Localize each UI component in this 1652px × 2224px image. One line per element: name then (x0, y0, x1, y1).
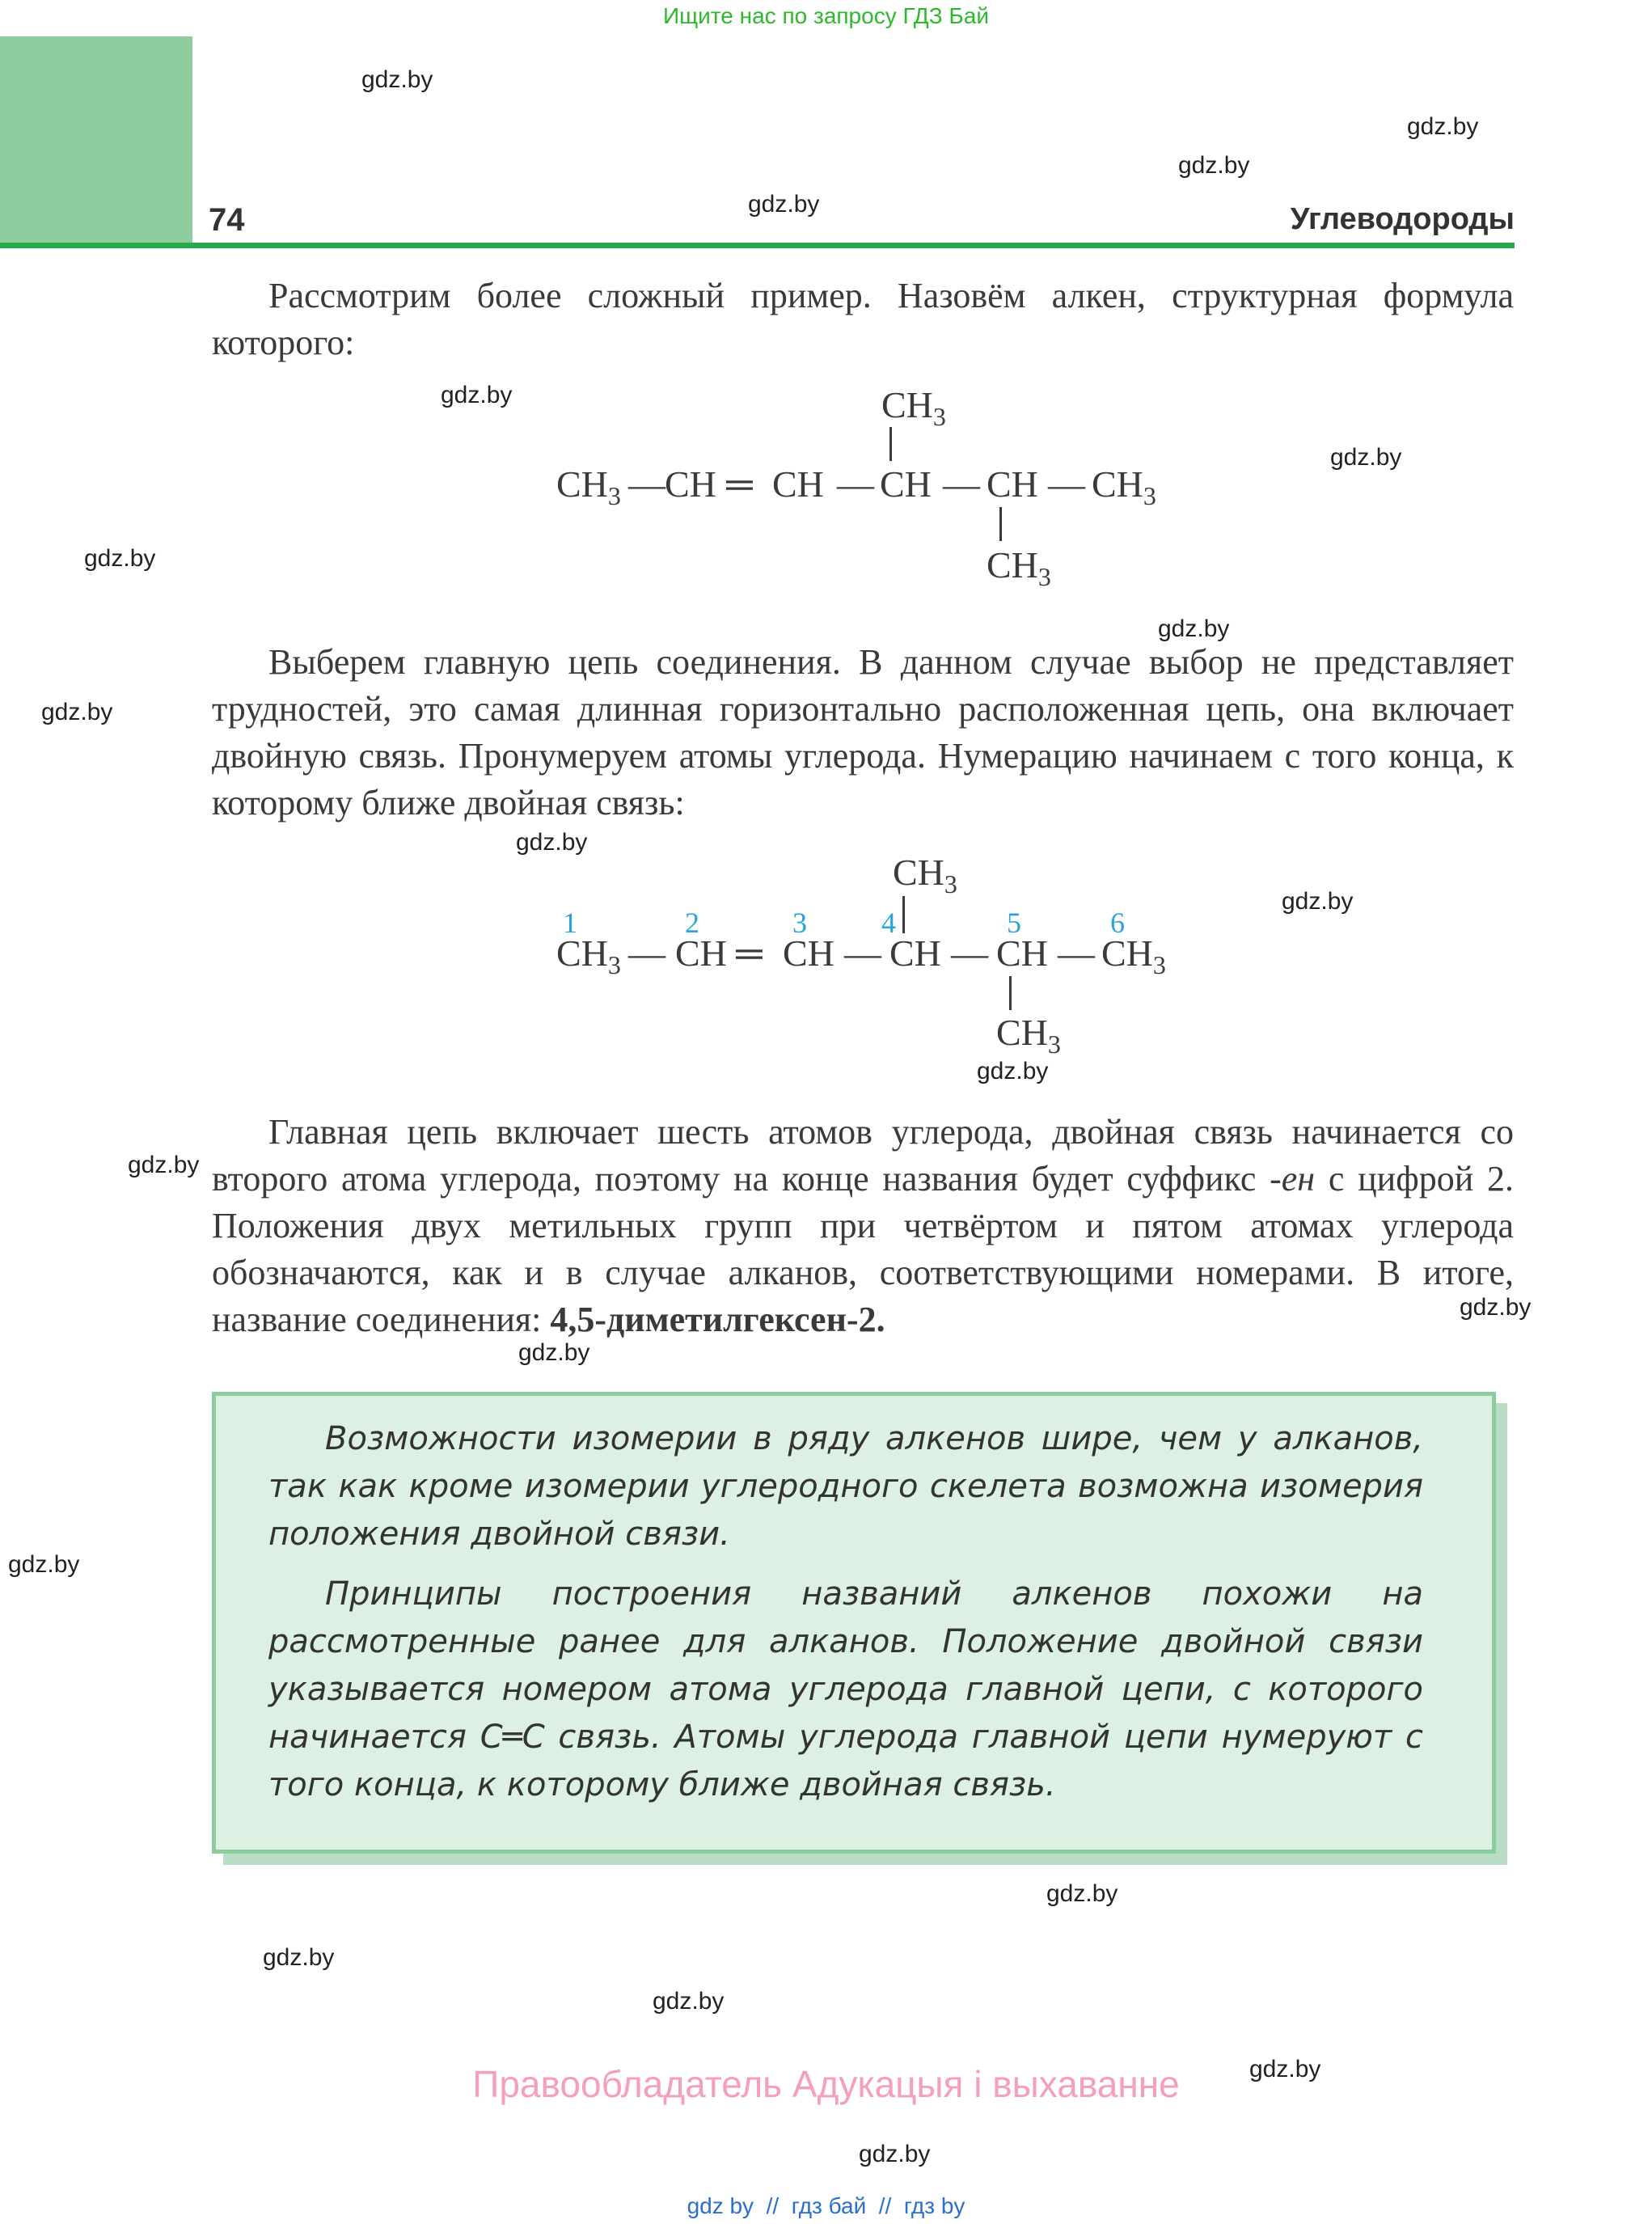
vertical-bond (902, 896, 905, 933)
carbon-6: $CH_3$ (1101, 932, 1166, 979)
header-color-block (0, 36, 192, 243)
watermark: gdz.by (41, 699, 113, 725)
methyl-group-bottom: $CH_3$ (987, 544, 1051, 591)
single-bond: — (628, 932, 665, 974)
watermark: gdz.by (1249, 2056, 1321, 2082)
top-banner[interactable]: Ищите нас по запросу ГДЗ Бай (662, 3, 990, 28)
watermark: gdz.by (1460, 1294, 1532, 1321)
watermark: gdz.by (1158, 615, 1230, 642)
footer-links[interactable]: gdz by // гдз бай // гдз by (687, 2193, 965, 2218)
single-bond: — (837, 463, 874, 505)
carbon-2: CH (675, 932, 727, 974)
watermark: gdz.by (8, 1551, 80, 1578)
carbon-6: $CH_3$ (1092, 463, 1156, 510)
carbon-3: CH (772, 463, 824, 505)
watermark: gdz.by (361, 66, 433, 93)
single-bond: — (1058, 932, 1095, 974)
watermark: gdz.by (1282, 888, 1354, 915)
vertical-bond (889, 427, 892, 461)
watermark: gdz.by (1330, 444, 1402, 471)
watermark: gdz.by (1178, 152, 1250, 179)
section-title: Углеводороды (1290, 202, 1515, 236)
header-rule (0, 243, 1515, 248)
carbon-4: CH (880, 463, 932, 505)
methyl-group-top: $CH_3$ (893, 852, 957, 898)
intro-paragraph (212, 273, 1514, 366)
carbon-5: CH (996, 932, 1048, 974)
vertical-bond (999, 507, 1002, 541)
watermark: gdz.by (1407, 113, 1479, 140)
callout-paragraph-2: Принципы построения названий алкенов похожи на рассмотренные ранее для алканов. Положение двойной связи указывается номером атома углерода главной цепи, с которого начинается C═C связь. Атомы углерода главной цепи нумеруют с того конца, к которому ближе двойная связь. (268, 1575, 1423, 1803)
callout-paragraph-1: Возможности изомерии в ряду алкенов шире, чем у алканов, так как кроме изомерии углеродного скелета возможна изомерия положения двойной связи. (268, 1420, 1423, 1553)
rightsholder-notice: Правообладатель Адукацыя і выхаванне (472, 2063, 1180, 2105)
page-number: 74 (209, 202, 245, 238)
watermark: gdz.by (653, 1988, 725, 2015)
watermark: gdz.by (748, 191, 820, 218)
carbon-5: CH (987, 463, 1038, 505)
callout-text (268, 1415, 1423, 1809)
double-bond: ═ (736, 932, 763, 974)
watermark: gdz.by (1046, 1880, 1118, 1907)
single-bond: — (1048, 463, 1085, 505)
watermark: gdz.by (859, 2141, 931, 2167)
watermark: gdz.by (977, 1058, 1049, 1085)
vertical-bond (1009, 976, 1012, 1010)
carbon-1: $CH_3$ (556, 463, 621, 510)
watermark: gdz.by (441, 382, 513, 408)
carbon-1: $CH_3$ (556, 932, 621, 979)
main-chain-paragraph (212, 639, 1514, 827)
carbon-3: CH (783, 932, 834, 974)
double-bond: ═ (726, 463, 753, 505)
compound-name: 4,5-диметилгексен-2. (550, 1300, 885, 1339)
watermark: gdz.by (518, 1339, 590, 1366)
carbon-number: 4 (881, 907, 896, 939)
single-bond: — (951, 932, 988, 974)
carbon-number: 3 (792, 907, 807, 939)
conclusion-text: Главная цепь включает шесть атомов углерода, двойная связь начинается со второго атома углерода, поэтому на конце названия будет суффикс -ен с цифрой 2. Положения двух метильных групп при четвёртом и пятом атомах углерода обозначаются, как и в случае алканов, соответствующими номерами. В итоге, название соединения: 4,5-диметилгексен-2. (212, 1112, 1514, 1339)
summary-callout (212, 1392, 1496, 1854)
conclusion-paragraph (212, 1109, 1514, 1343)
carbon-number: 5 (1007, 907, 1021, 939)
single-bond: — (943, 463, 980, 505)
single-bond: — (844, 932, 881, 974)
carbon-number: 6 (1110, 907, 1125, 939)
carbon-2: CH (665, 463, 716, 505)
suffix: -ен (1270, 1159, 1316, 1199)
single-bond: — (628, 463, 665, 505)
intro-text: Рассмотрим более сложный пример. Назовём алкен, структурная формула которого: (212, 276, 1514, 362)
methyl-group-bottom: $CH_3$ (996, 1012, 1061, 1059)
carbon-number: 2 (685, 907, 699, 939)
watermark: gdz.by (128, 1152, 200, 1178)
watermark: gdz.by (84, 545, 156, 572)
watermark: gdz.by (263, 1944, 335, 1971)
carbon-4: CH (889, 932, 941, 974)
watermark: gdz.by (516, 829, 588, 856)
main-chain-text: Выберем главную цепь соединения. В данном случае выбор не представляет трудностей, это самая длинная горизонтально расположенная цепь, она включает двойную связь. Пронумеруем атомы углерода. Нумерацию начинаем с того конца, к которому ближе двойная связь: (212, 642, 1514, 822)
carbon-number: 1 (563, 907, 577, 939)
methyl-group-top: $CH_3$ (881, 384, 946, 431)
